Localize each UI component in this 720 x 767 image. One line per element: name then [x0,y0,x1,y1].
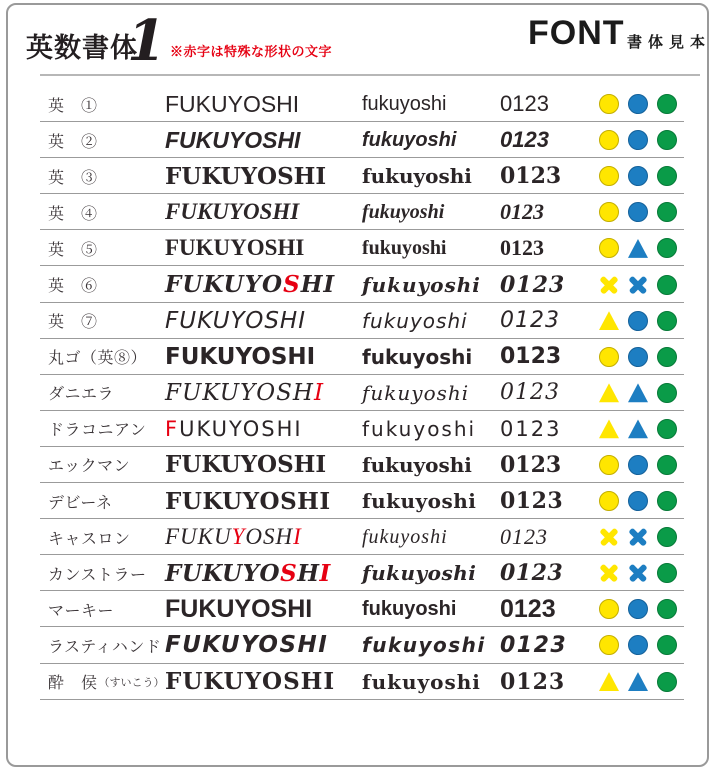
sample-text-segment: H [297,559,320,587]
yellow-triangle-mark-icon [599,419,619,439]
availability-marks [599,266,689,302]
availability-marks [599,519,689,555]
green-circle-mark-icon [657,563,677,583]
green-circle-mark-icon [657,202,677,222]
lowercase-sample: fukuyoshi [362,164,472,189]
uppercase-sample [165,303,360,339]
digits-sample: 0123 [500,308,560,334]
availability-marks [599,483,689,519]
lowercase-sample: fukuyoshi [362,416,477,441]
blue-circle-mark-icon [628,491,648,511]
uppercase-sample [165,194,360,230]
uppercase-sample [165,519,360,555]
font-row [0,122,720,158]
availability-marks [599,555,689,591]
lowercase-sample: fukuyoshi [362,669,481,694]
yellow-circle-mark-icon [599,238,619,258]
font-sample-table [0,86,720,700]
special-red-glyph: Y [231,524,246,550]
yellow-circle-mark-icon [599,166,619,186]
uppercase-sample [165,664,360,700]
sample-text-segment: FUKUYOSHI [165,307,307,334]
yellow-triangle-mark-icon [599,672,619,692]
special-red-glyph: I [293,524,302,550]
availability-marks [599,375,689,411]
uppercase-sample [165,86,360,122]
blue-x-mark-icon [628,563,648,583]
special-red-glyph: I [313,379,325,406]
header [0,0,720,84]
yellow-x-mark-icon [599,527,619,547]
font-row [0,375,720,411]
font-name-label: カンストラー [48,566,147,584]
digits-sample: 0123 [500,127,549,153]
availability-marks [599,303,689,339]
font-name-label: エックマン [48,458,131,476]
uppercase-sample [165,375,360,411]
blue-circle-mark-icon [628,166,648,186]
font-name-label: ドラコニアン [48,422,147,440]
lowercase-sample: fukuyoshi [362,633,486,658]
uppercase-sample [165,339,360,375]
font-name-label: 英 ② [48,133,98,151]
font-name-label: 英 ⑦ [48,314,98,332]
font-name-label: ダニエラ [48,386,115,404]
sample-text-segment: FUKUYOSHI [165,668,336,696]
font-name-label: 英 ⑤ [48,241,98,259]
blue-circle-mark-icon [628,635,648,655]
font-row [0,230,720,266]
availability-marks [599,86,689,122]
brand-subtitle: 書体見本 [627,34,712,51]
green-circle-mark-icon [657,491,677,511]
yellow-circle-mark-icon [599,130,619,150]
yellow-circle-mark-icon [599,599,619,619]
digits-sample: 0123 [500,344,562,370]
yellow-circle-mark-icon [599,202,619,222]
availability-marks [599,591,689,627]
sample-text-segment: FUKU [165,524,232,550]
yellow-x-mark-icon [599,563,619,583]
blue-triangle-mark-icon [628,383,648,403]
lowercase-sample: fukuyoshi [362,597,457,620]
uppercase-sample [165,555,360,591]
font-name-reading: （すいこう） [98,676,165,689]
yellow-circle-mark-icon [599,635,619,655]
digits-sample: 0123 [500,451,562,478]
font-row [0,158,720,194]
font-name-label: 英 ① [48,97,98,115]
green-circle-mark-icon [657,672,677,692]
font-row [0,664,720,700]
yellow-circle-mark-icon [599,491,619,511]
digits-sample: 0123 [500,488,564,515]
digits-sample: 0123 [500,163,562,190]
page-title: 英数書体 [26,33,138,63]
header-divider [40,74,700,76]
lowercase-sample: fukuyoshi [362,489,477,514]
digits-sample: 0123 [500,271,566,298]
blue-circle-mark-icon [628,455,648,475]
font-name-label: マーキー [48,602,115,620]
font-name-label: 丸ゴ（英⑧） [48,350,148,368]
font-row [0,339,720,375]
green-circle-mark-icon [657,275,677,295]
font-name-label: 英 ④ [48,205,98,223]
lowercase-sample: fukuyoshi [362,561,477,586]
uppercase-sample [165,627,360,663]
digits-sample: 0123 [500,380,560,406]
yellow-circle-mark-icon [599,347,619,367]
uppercase-sample [165,158,360,194]
availability-marks [599,230,689,266]
font-name-label: ラスティハンド [48,638,162,656]
digits-sample: 0123 [500,668,566,695]
lowercase-sample: fukuyoshi [362,128,457,151]
green-circle-mark-icon [657,311,677,331]
digits-sample: 0123 [500,560,564,587]
font-row [0,519,720,555]
green-circle-mark-icon [657,599,677,619]
blue-x-mark-icon [628,527,648,547]
availability-marks [599,411,689,447]
green-circle-mark-icon [657,419,677,439]
uppercase-sample [165,230,360,266]
sample-text-segment: FUKUYOSHI [165,235,305,261]
yellow-circle-mark-icon [599,94,619,114]
lowercase-sample: fukuyoshi [362,272,481,297]
font-row [0,303,720,339]
sample-text-segment: HI [300,271,336,299]
sample-text-segment: OSH [245,524,294,550]
font-row [0,483,720,519]
green-circle-mark-icon [657,94,677,114]
uppercase-sample [165,411,360,447]
sample-text-segment: UKUYOSHI [179,416,303,441]
special-red-glyph: S [283,271,301,299]
digits-sample: 0123 [500,199,544,225]
availability-marks [599,194,689,230]
special-red-glyph: S [280,559,298,587]
uppercase-sample [165,122,360,158]
lowercase-sample: fukuyoshi [362,92,447,115]
blue-circle-mark-icon [628,599,648,619]
blue-triangle-mark-icon [628,238,648,258]
sample-text-segment: FUKUYOSHI [165,126,301,153]
digits-sample: 0123 [500,632,568,658]
sample-text-segment: FUKUYOSHI [165,594,313,623]
blue-circle-mark-icon [628,347,648,367]
sample-text-segment: FUKUYO [165,559,281,587]
sample-text-segment: FUKUYOSHI [165,632,329,659]
font-name-label: キャスロン [48,530,131,548]
sample-text-segment: FUKUYOSHI [165,343,316,370]
lowercase-sample: fukuyoshi [362,452,472,477]
lowercase-sample: fukuyoshi [362,344,473,369]
green-circle-mark-icon [657,347,677,367]
yellow-x-mark-icon [599,275,619,295]
digits-sample: 0123 [500,91,549,117]
uppercase-sample [165,266,360,302]
green-circle-mark-icon [657,635,677,655]
green-circle-mark-icon [657,455,677,475]
yellow-circle-mark-icon [599,455,619,475]
sample-text-segment: FUKUYOSHI [165,487,331,515]
lowercase-sample: fukuyoshi [362,380,470,405]
font-row [0,447,720,483]
special-red-glyph: I [319,559,331,587]
availability-marks [599,122,689,158]
brand-logo: FONT [528,14,625,52]
digits-sample: 0123 [500,594,556,623]
availability-marks [599,158,689,194]
font-name-label: 英 ③ [48,169,98,187]
font-row [0,555,720,591]
blue-circle-mark-icon [628,94,648,114]
special-red-glyph: F [165,416,180,441]
font-row [0,194,720,230]
digits-sample: 0123 [500,416,562,441]
font-row [0,627,720,663]
font-name-label: 酔 侯 （すいこう） [48,675,165,693]
red-glyph-note: ※赤字は特殊な形状の文字 [170,44,333,59]
availability-marks [599,627,689,663]
blue-circle-mark-icon [628,130,648,150]
green-circle-mark-icon [657,130,677,150]
blue-circle-mark-icon [628,311,648,331]
green-circle-mark-icon [657,383,677,403]
availability-marks [599,664,689,700]
uppercase-sample [165,447,360,483]
font-row [0,411,720,447]
sample-text-segment: FUKUYOSH [165,379,314,406]
lowercase-sample: fukuyoshi [362,525,448,548]
sample-text-segment: FUKUYOSHI [165,451,327,479]
sample-text-segment: FUKUYO [165,271,284,299]
lowercase-sample: fukuyoshi [362,200,445,223]
yellow-triangle-mark-icon [599,383,619,403]
blue-x-mark-icon [628,275,648,295]
green-circle-mark-icon [657,166,677,186]
font-row [0,266,720,302]
green-circle-mark-icon [657,527,677,547]
font-row [0,591,720,627]
availability-marks [599,447,689,483]
sample-text-segment: FUKUYOSHI [165,162,327,190]
font-name-label: デビーネ [48,494,113,512]
sample-text-segment: FUKUYOSHI [165,199,300,225]
sample-text-segment: FUKUYOSHI [165,90,300,117]
blue-triangle-mark-icon [628,419,648,439]
blue-circle-mark-icon [628,202,648,222]
blue-triangle-mark-icon [628,672,648,692]
yellow-triangle-mark-icon [599,311,619,331]
uppercase-sample [165,483,360,519]
digits-sample: 0123 [500,235,544,261]
availability-marks [599,339,689,375]
lowercase-sample: fukuyoshi [362,236,447,259]
digits-sample: 0123 [500,524,548,550]
page-number: 1 [127,8,166,74]
font-row [0,86,720,122]
uppercase-sample [165,591,360,627]
font-name-label: 英 ⑥ [48,278,98,296]
green-circle-mark-icon [657,238,677,258]
lowercase-sample: fukuyoshi [362,308,468,333]
